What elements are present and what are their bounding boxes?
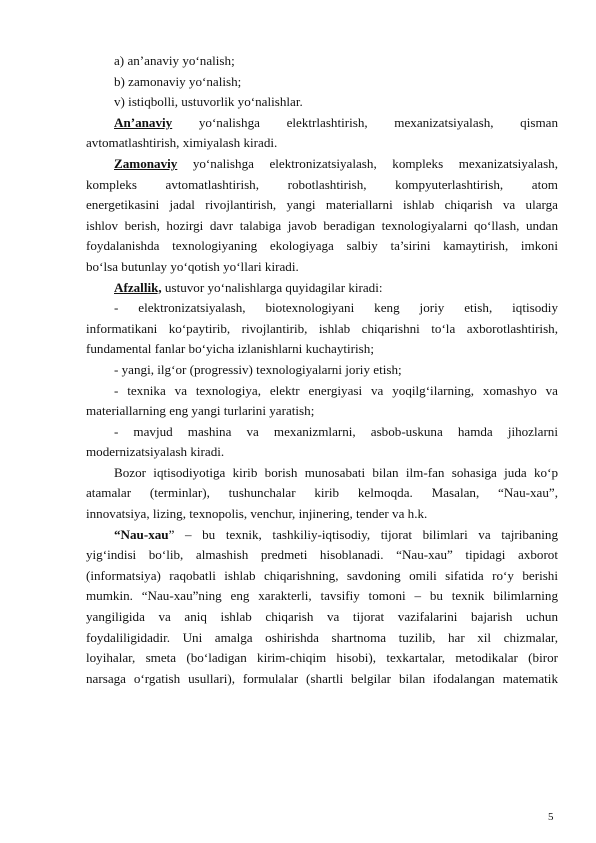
text-line bbox=[86, 298, 558, 319]
line-text: yo‘nalishga elektronizatsiyalash, kompleks mexanizatsiyalash, bbox=[177, 155, 558, 171]
line-text: ” – bu texnik, tashkiliy-iqtisodiy, tijorat bilimlari va tajribaning bbox=[168, 526, 558, 542]
text-line bbox=[86, 175, 558, 196]
line-text: atamalar (terminlar), tushunchalar kirib kelmoqda. Masalan, “Nau-xau”, bbox=[86, 485, 558, 501]
text-line bbox=[86, 545, 558, 566]
line-text: ishlov berish, hozirgi davr talabiga javob beradigan texnologiyalarni qo‘llash, undan bbox=[86, 217, 558, 233]
line-text: a) an’anaviy yo‘nalish; bbox=[114, 53, 235, 68]
line-text: yo‘nalishga elektrlashtirish, mexanizatsiyalash, qisman bbox=[172, 114, 558, 130]
line-text: yig‘indisi bo‘lib, almashish predmeti hisoblanadi. “Nau-xau” tipidagi axborot bbox=[86, 547, 558, 563]
text-line bbox=[86, 628, 558, 649]
page-number: 5 bbox=[548, 811, 554, 823]
text-line bbox=[86, 586, 558, 607]
line-text: - elektronizatsiyalash, biotexnologiyani keng joriy etish, iqtisodiy bbox=[114, 300, 558, 316]
term-heading: Afzallik, bbox=[114, 279, 162, 295]
text-line bbox=[86, 504, 558, 525]
text-line bbox=[86, 566, 558, 587]
text-line bbox=[86, 463, 558, 484]
term-heading: “Nau-xau bbox=[114, 526, 169, 542]
line-text: energetikasini jadal rivojlantirish, yangi materiallarni ishlab chiqarish va ularga bbox=[86, 197, 558, 213]
text-line bbox=[86, 195, 558, 216]
line-text: mumkin. “Nau-xau”ning eng xarakterli, tavsifiy tomoni – bu texnik bilimlarning bbox=[86, 588, 558, 604]
term-heading: An’anaviy bbox=[114, 114, 173, 130]
text-line bbox=[86, 381, 558, 402]
line-text: bo‘lsa butunlay yo‘qotish yo‘llari kiradi. bbox=[86, 258, 299, 274]
text-line bbox=[86, 133, 558, 154]
line-text: ustuvor yo‘nalishlarga quyidagilar kiradi: bbox=[161, 279, 383, 295]
document-body bbox=[86, 51, 558, 689]
text-line bbox=[86, 607, 558, 628]
line-text: - texnika va texnologiya, elektr energiyasi va yoqilg‘ilarning, xomashyo va bbox=[114, 382, 558, 398]
line-text: loyihalar, smeta (bo‘ladigan kirim-chiqim hisobi), texkartalar, metodikalar (biror bbox=[86, 650, 558, 666]
text-line bbox=[86, 154, 558, 175]
text-line bbox=[86, 92, 558, 113]
text-line bbox=[86, 483, 558, 504]
text-line bbox=[86, 51, 558, 72]
text-line bbox=[86, 442, 558, 463]
line-text: foydaliligidadir. Uni amalga oshirishda shartnoma tuzilib, har xil chizmalar, bbox=[86, 629, 558, 645]
line-text: (informatsiya) raqobatli ishlab chiqarishning, savdoning omili sifatida ro‘y berishi bbox=[86, 567, 558, 583]
text-line bbox=[86, 401, 558, 422]
line-text: v) istiqbolli, ustuvorlik yo‘nalishlar. bbox=[114, 94, 303, 110]
text-line bbox=[86, 72, 558, 93]
line-text: informatikani ko‘paytirib, rivojlantirib, ishlab chiqarishni to‘la axborotlashtirish, bbox=[86, 320, 558, 336]
text-line bbox=[86, 216, 558, 237]
text-line bbox=[86, 360, 558, 381]
text-line bbox=[86, 257, 558, 278]
line-text: - mavjud mashina va mexanizmlarni, asbob-uskuna hamda jihozlarni bbox=[114, 423, 558, 439]
line-text: kompleks avtomatlashtirish, robotlashtirish, kompyuterlashtirish, atom bbox=[86, 176, 558, 192]
text-line bbox=[86, 339, 558, 360]
line-text: narsaga o‘rgatish usullari), formulalar (shartli belgilar bilan ifodalangan matematik bbox=[86, 670, 558, 686]
line-text: b) zamonaviy yo‘nalish; bbox=[114, 73, 242, 89]
line-text: modernizatsiyalash kiradi. bbox=[86, 444, 225, 460]
text-line bbox=[86, 422, 558, 443]
line-text: fundamental fanlar bo‘yicha izlanishlarni kuchaytirish; bbox=[86, 341, 374, 357]
text-line bbox=[86, 648, 558, 669]
line-text: avtomatlashtirish, ximiyalash kiradi. bbox=[86, 135, 278, 151]
line-text: - yangi, ilg‘or (progressiv) texnologiyalarni joriy etish; bbox=[114, 361, 402, 377]
line-text: materiallarning eng yangi turlarini yaratish; bbox=[86, 403, 315, 419]
line-text: Bozor iqtisodiyotiga kirib borish munosabati bilan ilm-fan sohasiga juda ko‘p bbox=[114, 464, 558, 480]
text-line bbox=[86, 278, 558, 299]
text-line bbox=[86, 236, 558, 257]
line-text: yangiligida va aniq ishlab chiqarish va tijorat vazifalarini bajarish uchun bbox=[86, 609, 558, 625]
text-line bbox=[86, 319, 558, 340]
text-line bbox=[86, 525, 558, 546]
line-text: innovatsiya, lizing, texnopolis, venchur, injinering, tender va h.k. bbox=[86, 506, 428, 522]
line-text: foydalanishda texnologiyaning ekologiyaga salbiy ta’sirini kamaytirish, imkoni bbox=[86, 238, 558, 254]
text-line bbox=[86, 113, 558, 134]
term-heading: Zamonaviy bbox=[114, 155, 178, 171]
text-line bbox=[86, 669, 558, 690]
